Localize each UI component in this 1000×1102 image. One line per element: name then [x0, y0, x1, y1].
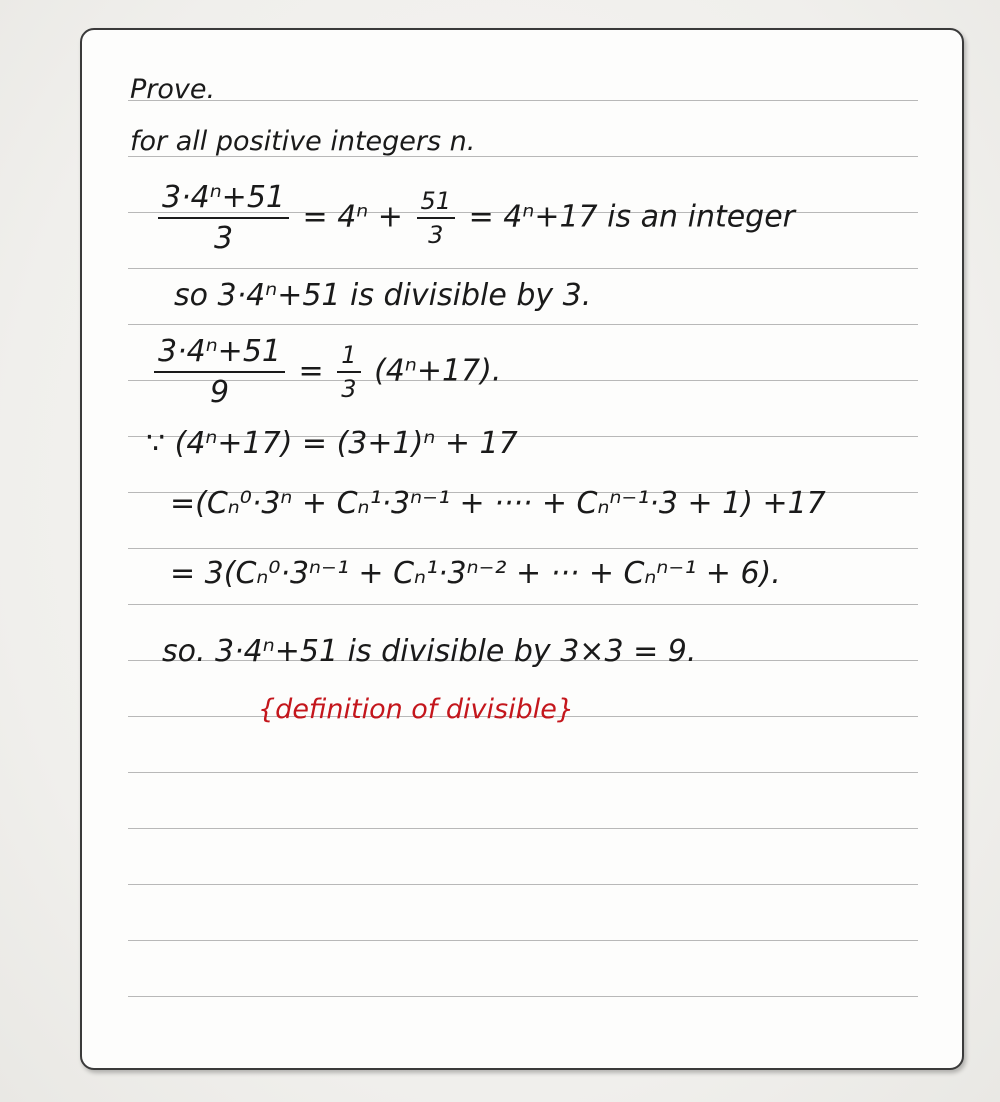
fraction-numerator: 3·4ⁿ+51	[158, 180, 289, 219]
notebook-page	[80, 28, 964, 1070]
ruled-line	[128, 828, 918, 829]
statement-text: for all positive integers n.	[130, 126, 476, 157]
step-6: = 3(Cₙ⁰·3ⁿ⁻¹ + Cₙ¹·3ⁿ⁻² + ··· + Cₙⁿ⁻¹ + 6).	[170, 556, 781, 591]
fraction	[417, 187, 456, 249]
equation-text: = 4ⁿ +	[302, 199, 403, 235]
step-7: so. 3·4ⁿ+51 is divisible by 3×3 = 9.	[162, 634, 697, 669]
fraction-denominator: 9	[209, 375, 230, 410]
fraction-numerator: 51	[417, 187, 456, 219]
fraction-denominator: 3	[213, 221, 234, 256]
ruled-line	[128, 884, 918, 885]
fraction	[154, 334, 285, 410]
step-2: so 3·4ⁿ+51 is divisible by 3.	[174, 278, 592, 313]
ruled-line	[128, 268, 918, 269]
equation-text: =	[298, 353, 324, 389]
ruled-line	[128, 100, 918, 101]
fraction-denominator: 3	[341, 375, 357, 403]
fraction-denominator: 3	[428, 221, 444, 249]
step-4: ∵ (4ⁿ+17) = (3+1)ⁿ + 17	[146, 426, 518, 461]
annotation-note: {definition of divisible}	[258, 694, 575, 725]
step-1	[154, 180, 795, 256]
equation-text: (4ⁿ+17).	[374, 353, 502, 389]
ruled-line	[128, 940, 918, 941]
step-3	[150, 334, 501, 410]
fraction	[158, 180, 289, 256]
fraction-numerator: 3·4ⁿ+51	[154, 334, 285, 373]
fraction-numerator: 1	[337, 341, 360, 373]
equation-text: = 4ⁿ+17 is an integer	[468, 199, 796, 235]
ruled-line	[128, 604, 918, 605]
ruled-line	[128, 996, 918, 997]
ruled-line	[128, 548, 918, 549]
ruled-line	[128, 772, 918, 773]
step-5: =(Cₙ⁰·3ⁿ + Cₙ¹·3ⁿ⁻¹ + ···· + Cₙⁿ⁻¹·3 + 1) +17	[170, 486, 826, 521]
ruled-line	[128, 324, 918, 325]
fraction	[337, 341, 360, 403]
heading-text: Prove.	[130, 74, 216, 105]
